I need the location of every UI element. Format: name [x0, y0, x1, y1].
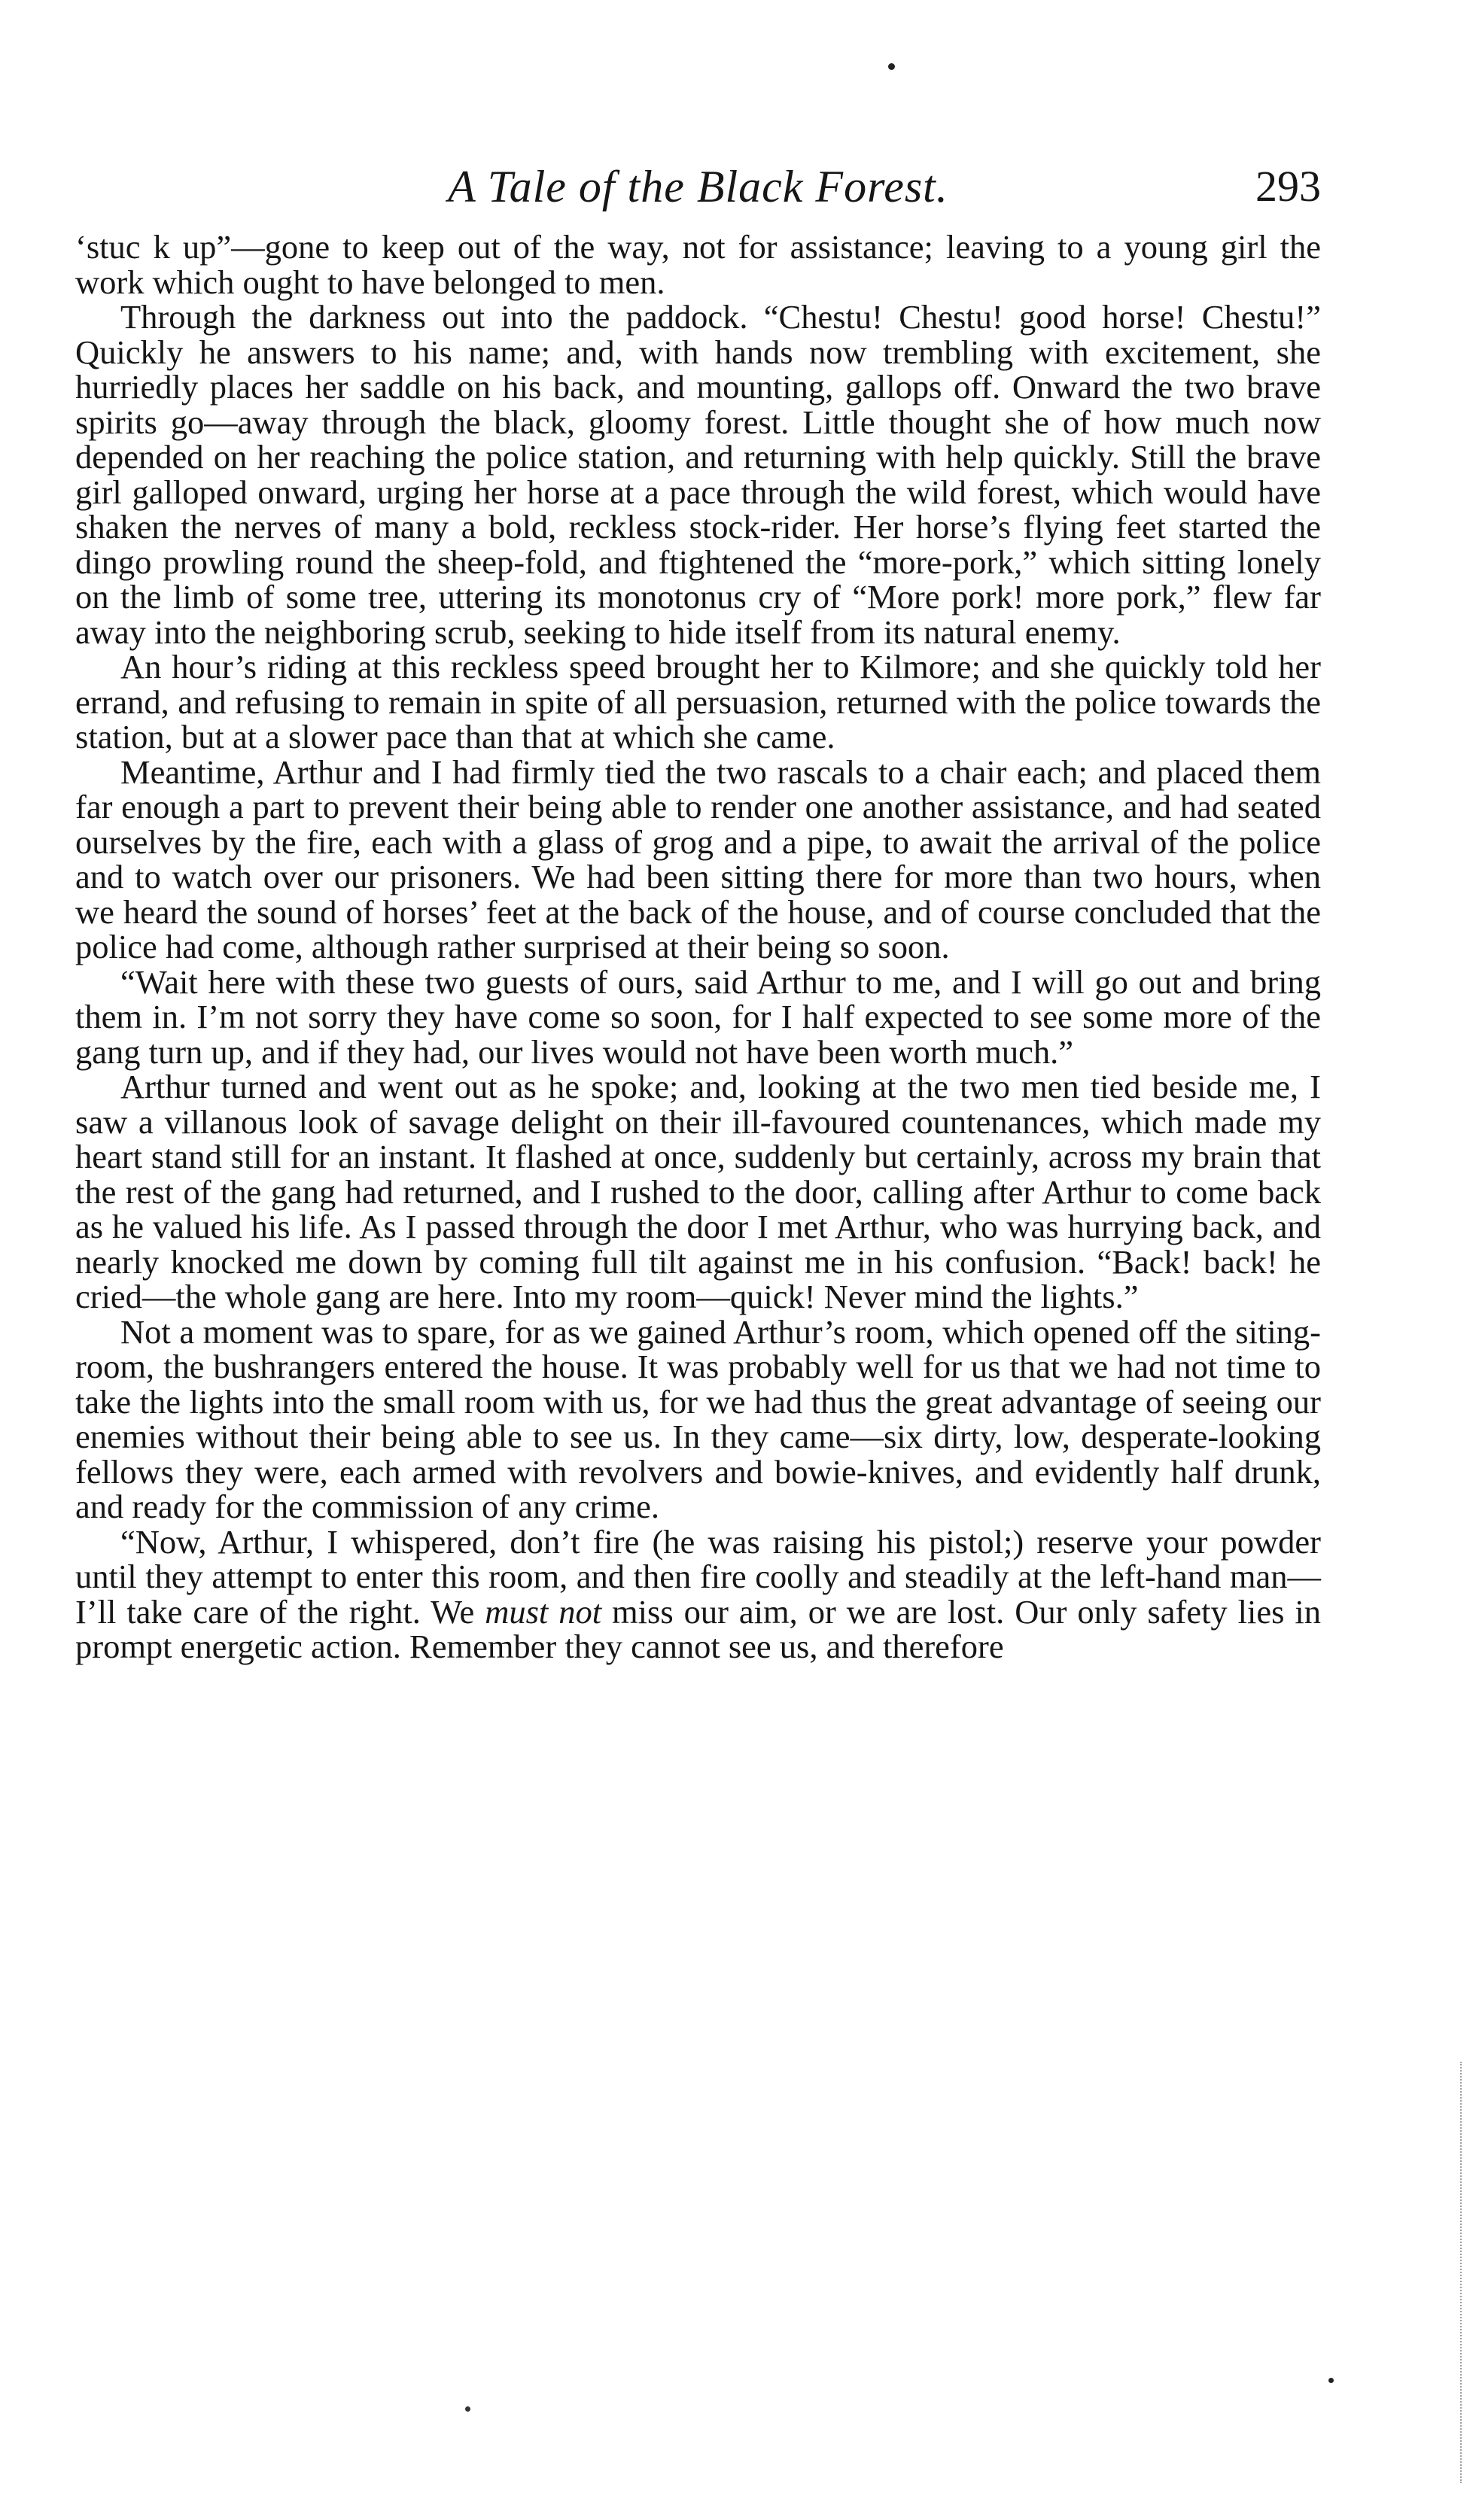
- paragraph: Meantime, Arthur and I had firmly tied the two rascals to a chair each; and placed them far enough a part to prevent their being able to render one another assistance, and had seated ourselves by the fire, each with a glass of grog and a pipe, to await the arrival of the police and to watch over our prisoners. We had been sitting there for more than two hours, when we heard the sound of horses’ feet at the back of the house, and of course concluded that the police had come, although rather surprised at their being so soon.: [75, 752, 1321, 965]
- running-title: A Tale of the Black Forest.: [448, 162, 948, 211]
- paragraph: ‘stuc k up”—gone to keep out of the way, not for assistance; leaving to a young girl the work which ought to have belonged to men.: [75, 228, 1321, 301]
- body-text: [75, 230, 1321, 1664]
- paragraph: An hour’s riding at this reckless speed brought her to Kilmore; and she quickly told her errand, and refusing to remain in spite of all persuasion, returned with the police towards the station, but at a slower pace than that at which she came.: [75, 648, 1321, 755]
- paragraph: Not a moment was to spare, for as we gained Arthur’s room, which opened off the siting-room, the bushrangers entered the house. It was probably well for us that we had not time to take the lights into the small room with us, for we had thus the great advantage of seeing our enemies without their being able to see us. In they came—six dirty, low, desperate-looking fellows they were, each armed with revolvers and bowie-knives, and evidently half drunk, and ready for the commission of any crime.: [75, 1312, 1321, 1525]
- paragraph: “Wait here with these two guests of ours, said Arthur to me, and I will go out and bring them in. I’m not sorry they have come so soon, for I half expected to see some more of the gang turn up, and if they had, our lives would not have been worth much.”: [75, 962, 1321, 1071]
- page-edge-marks: [1460, 2062, 1472, 2483]
- paragraph-text: “Now, Arthur, I whispered, don’t fire (he was raising his pistol;) reserve your powder until they attempt to enter this room, and then fire coolly and steadily at the left-hand man—I’ll take care of the right. We: [75, 1522, 1321, 1631]
- page-number: 293: [1255, 162, 1321, 211]
- paragraph: Through the darkness out into the paddock. “Chestu! Chestu! good horse! Chestu!” Quickly he answers to his name; and, with hands now trembling with excitement, she hurriedly places her saddle on his back, and mounting, gallops off. Onward the two brave spirits go—away through the black, gloomy forest. Little thought she of how much now depended on her reaching the police station, and returning with help quickly. Still the brave girl galloped onward, urging her horse at a pace through the wild forest, which would have shaken the nerves of many a bold, reckless stock-rider. Her horse’s flying feet started the dingo prowling round the sheep-fold, and ftightened the “more-pork,” which sitting lonely on the limb of some tree, uttering its monotonus cry of “More pork! more pork,” flew far away into the neighboring scrub, seeking to hide itself from its natural enemy.: [75, 298, 1321, 651]
- page-header: [75, 157, 1321, 217]
- paragraph: Arthur turned and went out as he spoke; and, looking at the two men tied beside me, I saw a villanous look of savage delight on their ill-favoured countenances, which made my heart stand still for an instant. It flashed at once, suddenly but certainly, across my brain that the rest of the gang had returned, and I rushed to the door, calling after Arthur to come back as he valued his life. As I passed through the door I met Arthur, who was hurrying back, and nearly knocked me down by coming full tilt against me in his confusion. “Back! back! he cried—the whole gang are here. Into my room—quick! Never mind the lights.”: [75, 1068, 1321, 1315]
- print-speck: [465, 2406, 470, 2412]
- print-speck: [888, 63, 895, 70]
- paragraph: [75, 1524, 1321, 1664]
- emphasized-text: must not: [485, 1592, 602, 1631]
- paragraph-text: miss our aim, or we are lost. Our only safety lies in prompt energetic action. Remember they cannot see us, and therefore: [75, 1592, 1322, 1665]
- print-speck: [1328, 2378, 1334, 2383]
